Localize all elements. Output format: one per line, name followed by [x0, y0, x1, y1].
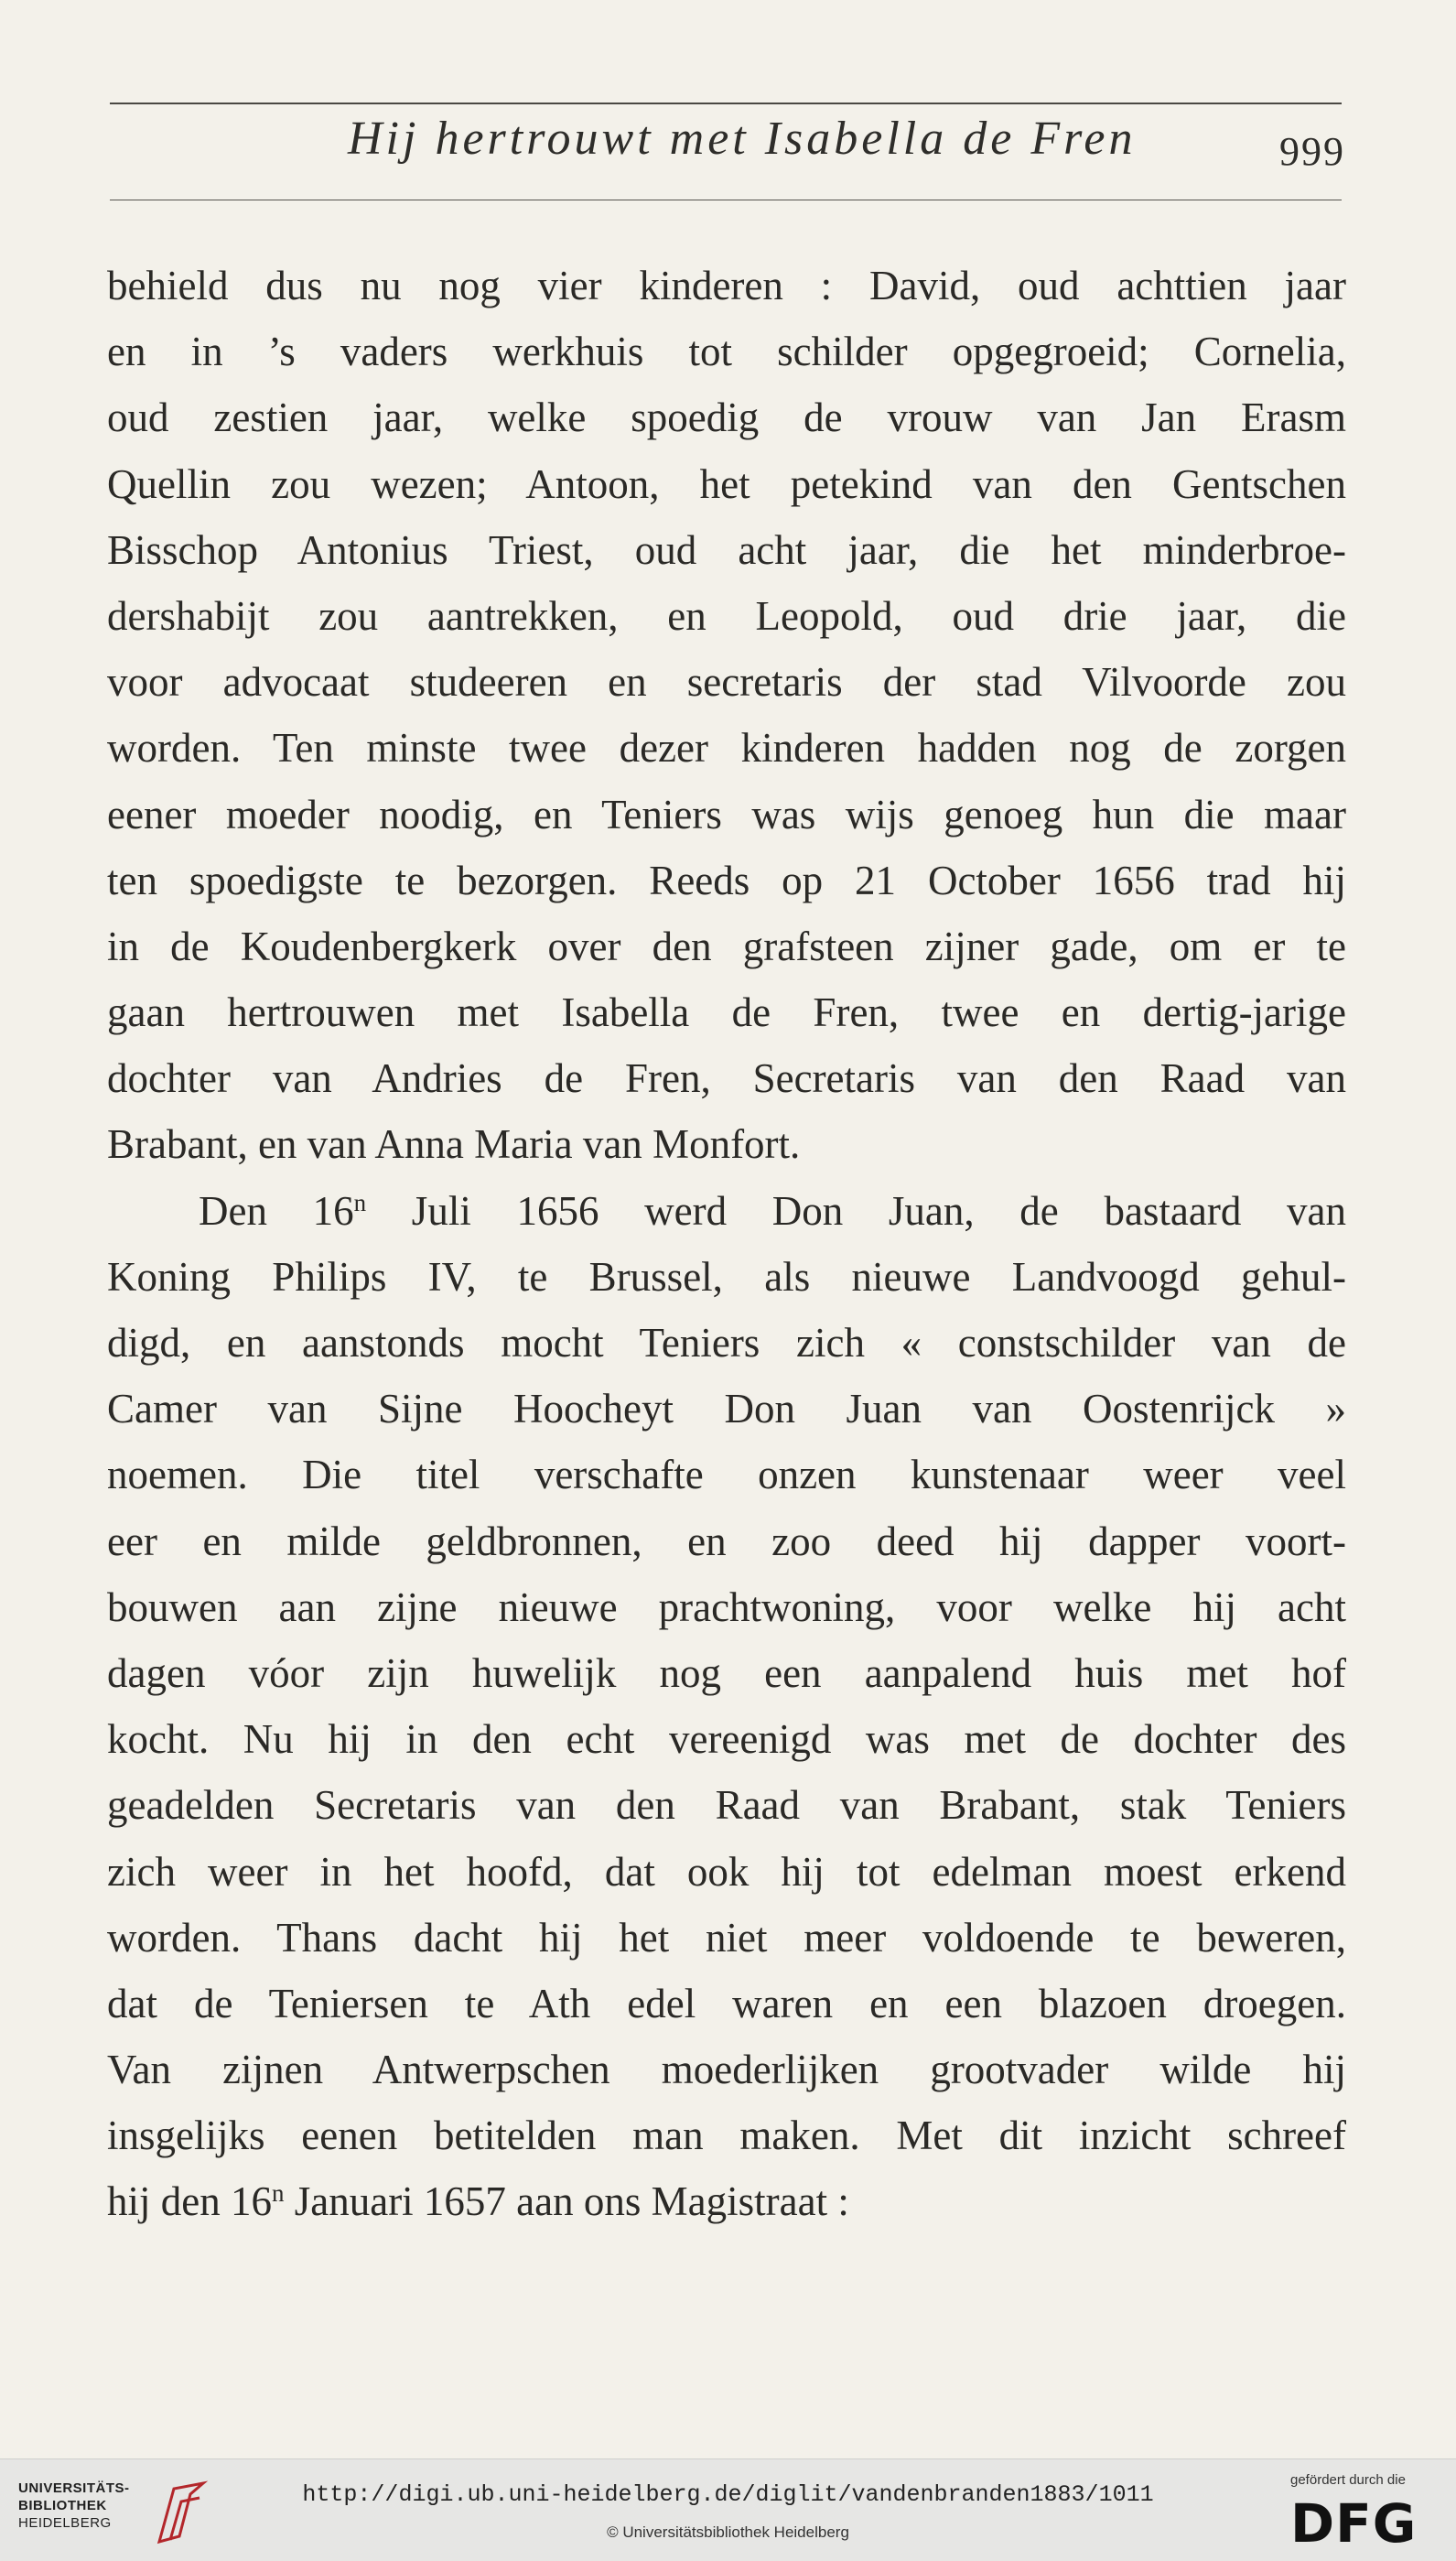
body-text — [107, 253, 1346, 2235]
viewer-footer — [0, 2458, 1456, 2561]
text-line: eener moeder noodig, en Teniers was wijs genoeg hun die maar — [107, 791, 1346, 837]
text-line: digd, en aanstonds mocht Teniers zich « constschilder van de — [107, 1320, 1346, 1366]
text-line: kocht. Nu hij in den echt vereenigd was met de dochter des — [107, 1716, 1346, 1763]
library-name-line: HEIDELBERG — [18, 2515, 112, 2531]
text-line: Brabant, en van Anna Maria van Monfort. — [107, 1121, 801, 1168]
text-line: worden. Thans dacht hij het niet meer voldoende te beweren, — [107, 1914, 1346, 1961]
text-line: ten spoedigste te bezorgen. Reeds op 21 October 1656 trad hij — [107, 857, 1346, 903]
header-top-rule — [110, 103, 1342, 104]
text-line: dershabijt zou aantrekken, en Leopold, oud drie jaar, die — [107, 592, 1346, 639]
text-line: dochter van Andries de Fren, Secretaris van den Raad van — [107, 1055, 1346, 1102]
sponsor-note: gefördert durch die — [1290, 2472, 1406, 2488]
copyright-notice: © Universitätsbibliothek Heidelberg — [607, 2523, 849, 2541]
text-line: Van zijnen Antwerpschen moederlijken grootvader wilde hij — [107, 2047, 1346, 2093]
text-line: Koning Philips IV, te Brussel, als nieuwe Landvoogd gehul- — [107, 1253, 1346, 1300]
dfg-logo[interactable]: DFG — [1290, 2492, 1418, 2555]
text-line: behield dus nu nog vier kinderen : David, oud achttien jaar — [107, 263, 1346, 308]
text-line: voor advocaat studeeren en secretaris der stad Vilvoorde zou — [107, 659, 1346, 706]
library-name-line: UNIVERSITÄTS- — [18, 2480, 130, 2496]
text-line: Camer van Sijne Hoocheyt Don Juan van Oostenrijck » — [107, 1386, 1346, 1432]
text-line: en in ’s vaders werkhuis tot schilder opgegroeid; Cornelia, — [107, 329, 1346, 375]
text-line: gaan hertrouwen met Isabella de Fren, twee en dertig-jarige — [107, 989, 1346, 1036]
text-fragment: hij den 16 — [107, 2178, 272, 2225]
text-line: dagen vóor zijn huwelijk nog een aanpalend huis met hof — [107, 1649, 1346, 1696]
paragraph-start-line — [107, 1178, 1346, 1244]
text-fragment: Juli 1656 werd Don Juan, de bastaard van — [366, 1187, 1346, 1234]
superscript: n — [271, 2179, 285, 2208]
text-line: geadelden Secretaris van den Raad van Brabant, stak Teniers — [107, 1782, 1346, 1829]
text-line: in de Koudenbergkerk over den grafsteen zijner gade, om er te — [107, 923, 1346, 969]
text-line — [107, 2168, 1346, 2234]
text-line: dat de Teniersen te Ath edel waren en een blazoen droegen. — [107, 1980, 1346, 2026]
page-number: 999 — [1279, 129, 1345, 174]
text-line: eer en milde geldbronnen, en zoo deed hij dapper voort- — [107, 1518, 1346, 1564]
text-line: insgelijks eenen betitelden man maken. Met dit inzicht schreef — [107, 2113, 1346, 2159]
text-line: Quellin zou wezen; Antoon, het petekind van den Gentschen — [107, 460, 1346, 507]
text-line: noemen. Die titel verschafte onzen kunstenaar weer veel — [107, 1452, 1346, 1498]
text-line: oud zestien jaar, welke spoedig de vrouw van Jan Erasm — [107, 394, 1346, 441]
text-fragment: Den 16 — [199, 1187, 354, 1234]
text-line: worden. Ten minste twee dezer kinderen hadden nog de zorgen — [107, 725, 1346, 772]
text-line: zich weer in het hoofd, dat ook hij tot edelman moest erkend — [107, 1848, 1346, 1895]
text-line: Bisschop Antonius Triest, oud acht jaar, die het minderbroe- — [107, 526, 1346, 573]
text-fragment: Januari 1657 aan ons Magistraat : — [284, 2178, 849, 2225]
superscript: n — [353, 1188, 367, 1216]
permalink-url[interactable]: http://digi.ub.uni-heidelberg.de/diglit/vandenbranden1883/1011 — [302, 2481, 1154, 2508]
running-title: Hij hertrouwt met Isabella de Fren — [348, 113, 1137, 165]
text-line: bouwen aan zijne nieuwe prachtwoning, voor welke hij acht — [107, 1583, 1346, 1630]
library-name-line: BIBLIOTHEK — [18, 2498, 107, 2513]
